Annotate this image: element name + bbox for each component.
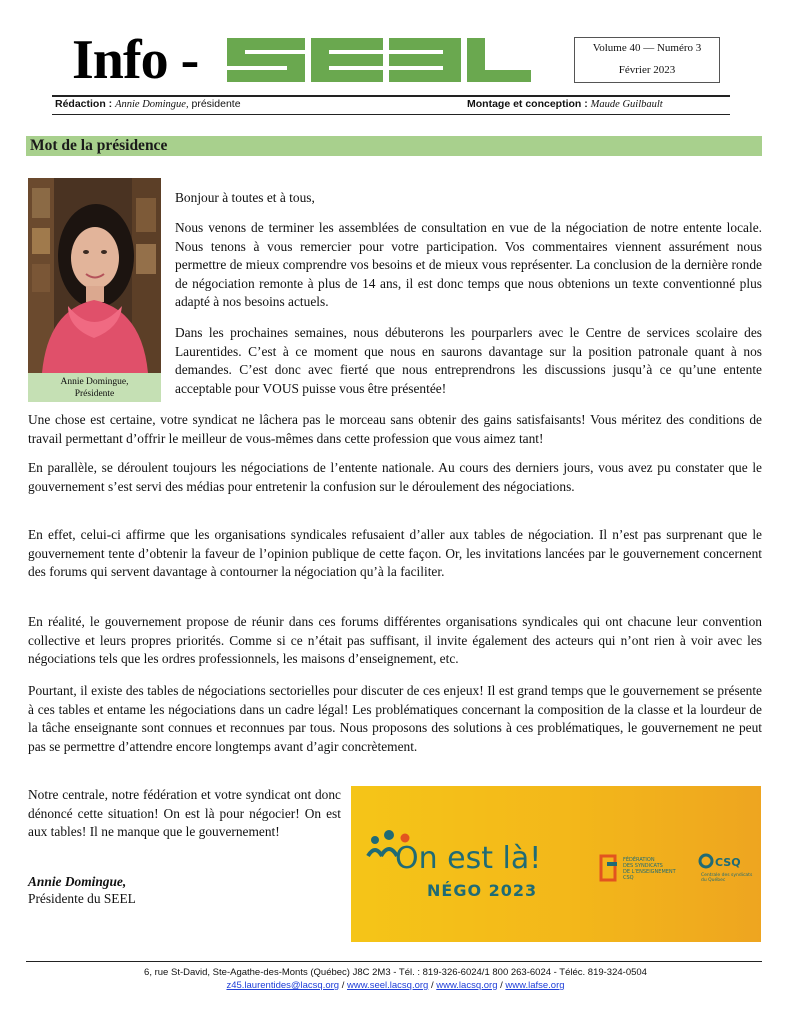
paragraph-7: Pourtant, il existe des tables de négociations sectorielles pour discuter de ces enjeux! Il est grand temps que le gouvernement se présente à ces tables et entame les négociations dans un cadre légal! Les problématiques concernant la composition de la classe et la lourdeur de la tâche enseignante sont connues et reconnues par tous. Nous proposons des solutions à ces problématiques, le gouvernement ne peut pas se permettre d’attendre encore longtemps avant d’agir concrètement. <box>28 683 762 754</box>
fse-logo-icon <box>601 856 617 880</box>
masthead-rule <box>52 95 730 97</box>
redaction-name: Annie Domingue, <box>115 99 189 110</box>
link-seel[interactable]: www.seel.lacsq.org <box>347 980 429 991</box>
link-email[interactable]: z45.laurentides@lacsq.org <box>226 980 340 991</box>
fse-line-3: DE L’ENSEIGNEMENT <box>623 869 676 875</box>
banner-headline: On est là! <box>395 841 542 876</box>
paragraph-1: Nous venons de terminer les assemblées de consultation en vue de la négociation de notre entente locale. Nous tenons à vous remercier pour votre participation. Vos commentaires viennent assurément nous permettre de mieux comprendre vos besoins et de mieux vous représenter. La conclusion de la dernière ronde de négociation remonte à plus de 14 ans, il est donc temps que nous obtenions un texte conventionné plus adapté à nos besoins actuels. <box>175 220 762 310</box>
paragraph-5: En effet, celui-ci affirme que les organisations syndicales refusaient d’aller aux tables de négociation. Il n’est pas surprenant que le gouvernement tente d’obtenir la faveur de l’opinion publique de cette façon. Or, les invitations lancées par le gouvernement concernent des forums qui servent davantage à contourner la négociation qu’à la faciliter. <box>28 527 762 580</box>
credits-rule <box>52 114 730 115</box>
banner-graphic <box>351 786 761 942</box>
portrait-illustration <box>28 178 161 373</box>
photo-caption <box>28 373 161 402</box>
montage-label: Montage et conception : <box>467 98 588 110</box>
issue-volume: Volume 40 — Numéro 3 <box>592 42 702 54</box>
footer-links <box>0 980 791 992</box>
masthead-title: Info - <box>72 29 199 91</box>
redaction-role: présidente <box>188 98 241 110</box>
paragraph-3: Une chose est certaine, votre syndicat ne lâchera pas le morceau sans obtenir des gains satisfaisants! Vous méritez des conditions de travail permettant d’offrir le meilleur de vous-mêmes dans cette profession que vous aimez tant! <box>28 412 762 446</box>
issue-date: Février 2023 <box>618 64 676 76</box>
president-photo <box>28 178 161 373</box>
paragraph-4: En parallèle, se déroulent toujours les négociations de l’entente nationale. Au cours des derniers jours, vous avez pu constater que le gouvernement s’est servi des médias pour entretenir la confusion sur le déroulement des négociations. <box>28 460 762 494</box>
footer-address: 6, rue St-David, Ste-Agathe-des-Monts (Québec) J8C 2M3 - Tél. : 819-326-6024/1 800 263-6024 - Téléc. 819-324-0504 <box>144 967 647 978</box>
signature-name: Annie Domingue, <box>28 874 127 889</box>
link-separator: / <box>497 980 506 991</box>
credit-montage <box>467 98 663 110</box>
banner-subline: NÉGO 2023 <box>427 881 538 900</box>
section-bar <box>26 136 762 156</box>
link-separator: / <box>428 980 437 991</box>
fse-line-2: DES SYNDICATS <box>623 863 663 869</box>
issue-box <box>574 37 720 83</box>
credit-redaction <box>55 98 241 110</box>
nego-banner <box>351 786 761 942</box>
csq-logo-icon <box>700 855 712 867</box>
fse-line-4: CSQ <box>623 875 634 881</box>
csq-line-2: du Québec <box>701 878 726 883</box>
csq-label: CSQ <box>715 856 741 869</box>
redaction-label: Rédaction : <box>55 98 113 110</box>
csq-line-1: Centrale des syndicats <box>701 873 753 878</box>
link-separator: / <box>339 980 347 991</box>
paragraph-6: En réalité, le gouvernement propose de réunir dans ces forums différentes organisations syndicales qui ont chacune leur convention collective et leurs propres priorités. Comme si ce n’était pas suffisant, il invite également des acteurs qui n’ont rien à voir avec les négociations tels que les ordres professionnels, les maisons d’enseignement, etc. <box>28 614 762 667</box>
signature-role: Présidente du SEEL <box>28 891 136 906</box>
section-title: Mot de la présidence <box>30 137 168 154</box>
link-lafse[interactable]: www.lafse.org <box>505 980 565 991</box>
link-lacsq[interactable]: www.lacsq.org <box>436 980 498 991</box>
caption-name: Annie Domingue, <box>60 377 129 387</box>
paragraph-2: Dans les prochaines semaines, nous débuterons les pourparlers avec le Centre de services scolaire des Laurentides. C’est à ce moment que nous en saurons davantage sur la position patronale quant à nos demandes. C’est donc avec fierté que nous entreprendrons les discussions jusqu’à ce qu’une entente acceptable pour VOUS puisse vous être présentée! <box>175 325 762 396</box>
caption-role: Présidente <box>74 389 115 399</box>
footer-rule <box>26 961 762 962</box>
paragraph-8: Notre centrale, notre fédération et votre syndicat ont donc dénoncé cette situation! On est là pour négocier! On est aux tables! Il ne manque que le gouvernement! <box>28 787 341 840</box>
seel-logo <box>227 38 531 82</box>
greeting: Bonjour à toutes et à tous, <box>175 190 315 205</box>
fse-line-1: FÉDÉRATION <box>623 857 655 863</box>
montage-name: Maude Guilbault <box>590 99 663 110</box>
